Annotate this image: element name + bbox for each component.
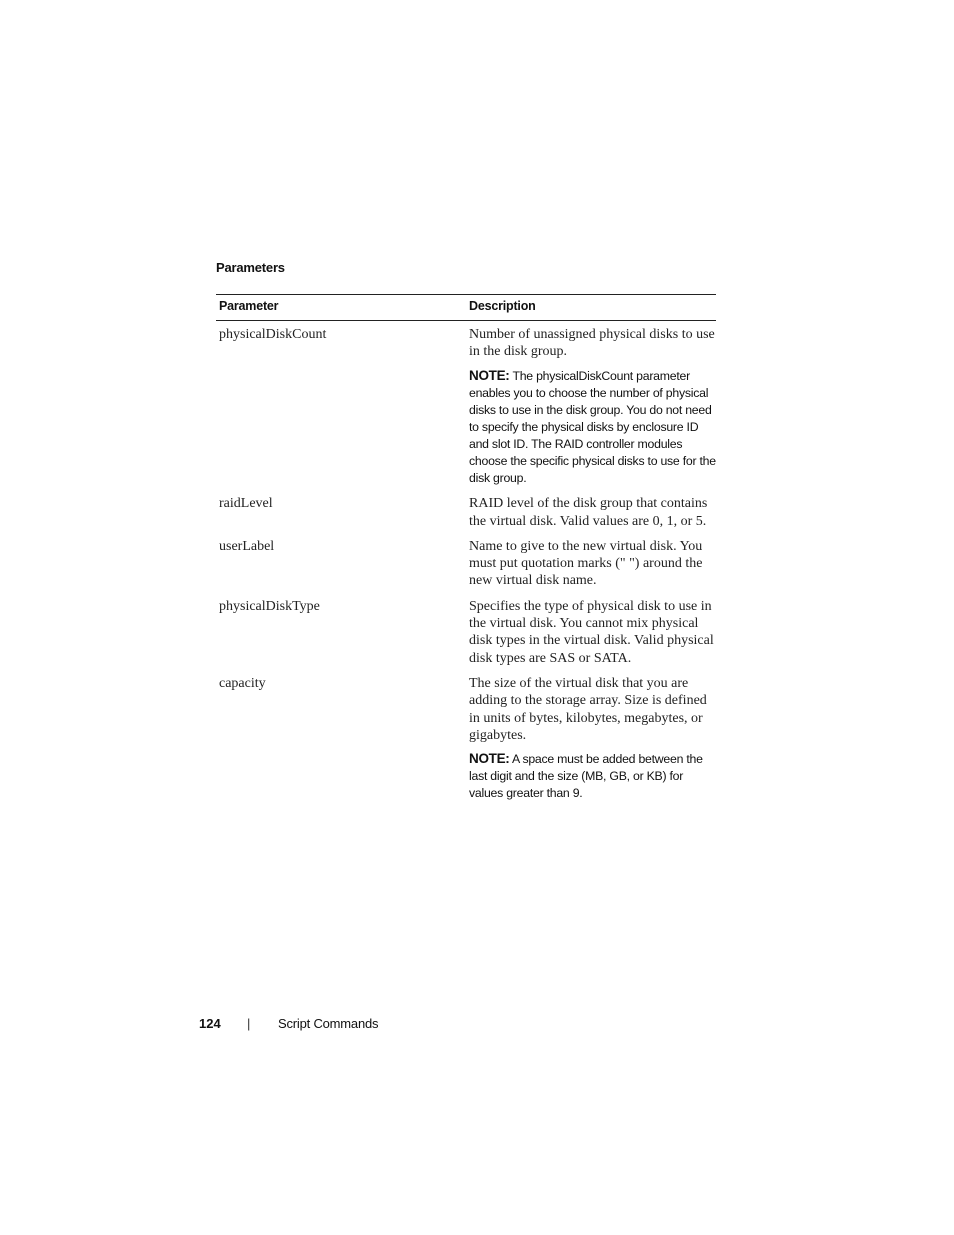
note-pre: The <box>512 368 533 383</box>
param-description <box>469 675 716 802</box>
section-title: Parameters <box>216 260 285 275</box>
description-text: The size of the virtual disk that you are adding to the storage array. Size is defined in units of bytes, kilobytes, megabytes, or gigabytes. <box>469 675 707 743</box>
parameters-table <box>216 294 716 802</box>
description-text: Number of unassigned physical disks to use in the disk group. <box>469 327 715 360</box>
description-text: RAID level of the disk group that contains the virtual disk. Valid values are 0, 1, or 5. <box>469 496 708 529</box>
footer-separator: | <box>247 1016 251 1031</box>
param-description <box>469 598 716 667</box>
param-name: physicalDiskCount <box>219 327 327 342</box>
param-name: capacity <box>219 675 266 691</box>
description-text: Specifies the type of physical disk to use in the virtual disk. You cannot mix physical disk types in the virtual disk. Valid physical disk types are SAS or SATA. <box>469 598 714 666</box>
param-name: physicalDiskType <box>219 598 320 614</box>
note-block <box>469 367 716 488</box>
table-row <box>216 598 716 667</box>
note-label: NOTE: <box>469 751 510 767</box>
note-text: parameter enables you to choose the number of physical disks to use in the disk group. You do not need to specify the physical disks by enclosure ID and slot ID. The RAID controller modules choose the specific physical disks to use for the disk group. <box>469 368 716 486</box>
param-description <box>469 495 716 530</box>
table-row <box>216 675 716 802</box>
note-label: NOTE: <box>469 367 510 383</box>
header-parameter: Parameter <box>219 299 279 313</box>
table-header <box>216 294 716 321</box>
page-number: 124 <box>199 1016 221 1031</box>
chapter-title: Script Commands <box>278 1016 379 1031</box>
param-name: userLabel <box>219 538 275 554</box>
param-description <box>469 326 716 487</box>
note-block <box>469 750 716 802</box>
header-description: Description <box>469 299 536 313</box>
param-name: raidLevel <box>219 496 273 512</box>
table-row <box>216 326 716 487</box>
note-text: A space must be added between the last digit and the size (MB, GB, or KB) for values greater than 9. <box>469 752 703 801</box>
description-text: Name to give to the new virtual disk. You must put quotation marks (" ") around the new virtual disk name. <box>469 538 703 589</box>
table-row <box>216 495 716 530</box>
param-description <box>469 538 716 590</box>
table-row <box>216 538 716 590</box>
note-term: physicalDiskCount <box>536 368 633 383</box>
